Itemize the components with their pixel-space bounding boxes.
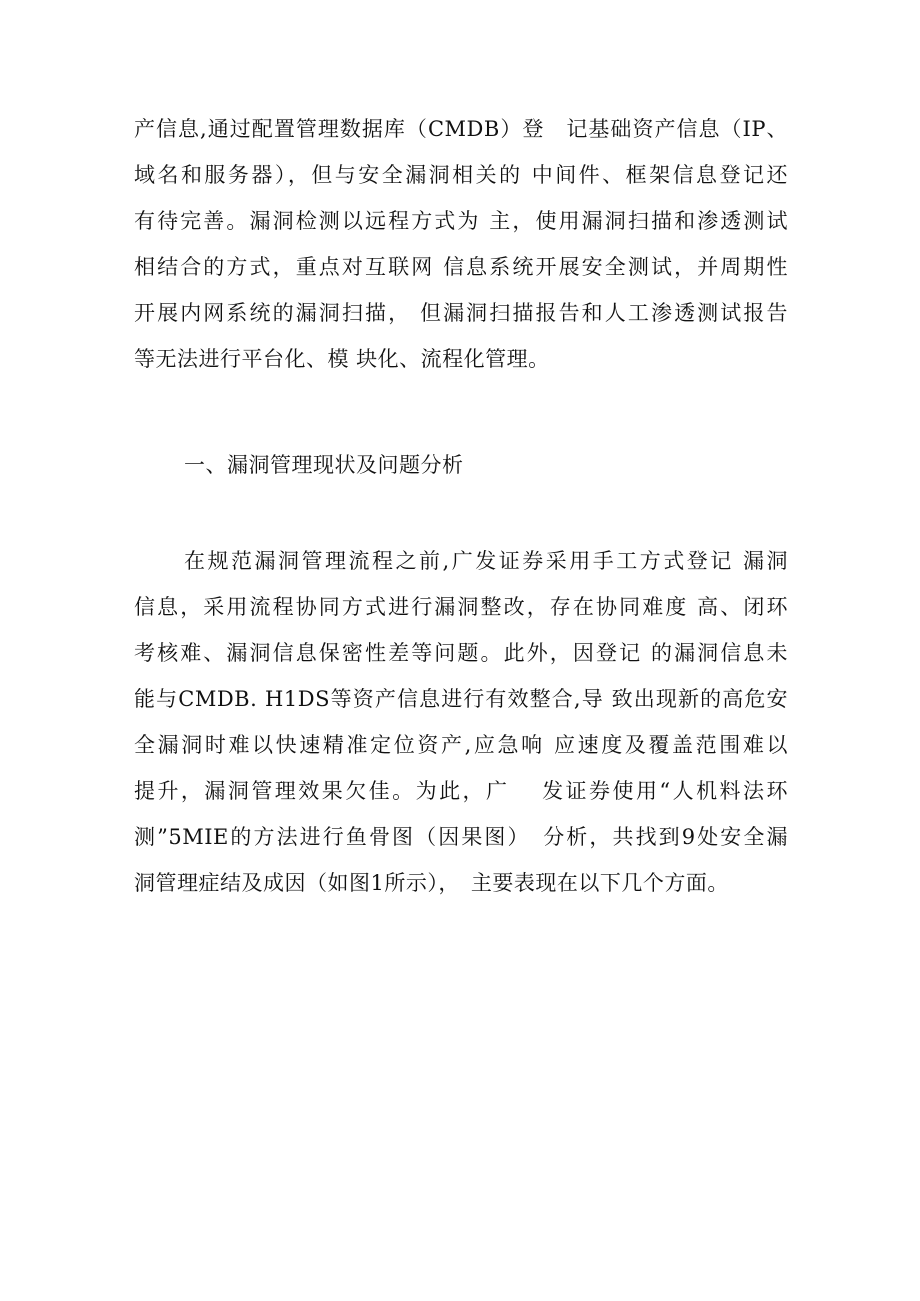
paragraph-line: 洞管理症结及成因（如图1所示）， 主要表现在以下几个方面。 [134,871,729,895]
paragraph-line: 测”5MIE的方法进行鱼骨图（因果图） 分析，共找到9处安全漏 [134,825,788,849]
paragraph-line: 提升，漏洞管理效果欠佳。为此，广 发证券使用“人机料法环 [134,779,788,803]
paragraph-line: 有待完善。漏洞检测以远程方式为 主，使用漏洞扫描和渗透测试 [134,209,788,233]
paragraph-2 [134,538,788,906]
paragraph-line: 等无法进行平台化、模 块化、流程化管理。 [134,347,550,371]
paragraph-line: 能与CMDB. H1DS等资产信息进行有效整合,导 致出现新的高危安 [134,687,788,711]
section-heading-text: 一、漏洞管理现状及问题分析 [184,453,464,477]
paragraph-line: 域名和服务器），但与安全漏洞相关的 中间件、框架信息登记还 [134,163,788,187]
section-heading [184,442,684,488]
paragraph-line: 全漏洞时难以快速精准定位资产,应急响 应速度及覆盖范围难以 [134,733,788,757]
paragraph-line: 考核难、漏洞信息保密性差等问题。此外，因登记 的漏洞信息未 [134,641,788,665]
paragraph-line: 开展内网系统的漏洞扫描， 但漏洞扫描报告和人工渗透测试报告 [134,301,788,325]
paragraph-line: 信息，采用流程协同方式进行漏洞整改，存在协同难度 高、闭环 [134,595,788,619]
paragraph-line: 产信息,通过配置管理数据库（CMDB）登 记基础资产信息（IP、 [134,117,788,141]
paragraph-line: 相结合的方式，重点对互联网 信息系统开展安全测试，并周期性 [134,255,788,279]
paragraph-1 [134,106,788,382]
paragraph-line: 在规范漏洞管理流程之前,广发证券采用手工方式登记 漏洞 [184,549,788,573]
